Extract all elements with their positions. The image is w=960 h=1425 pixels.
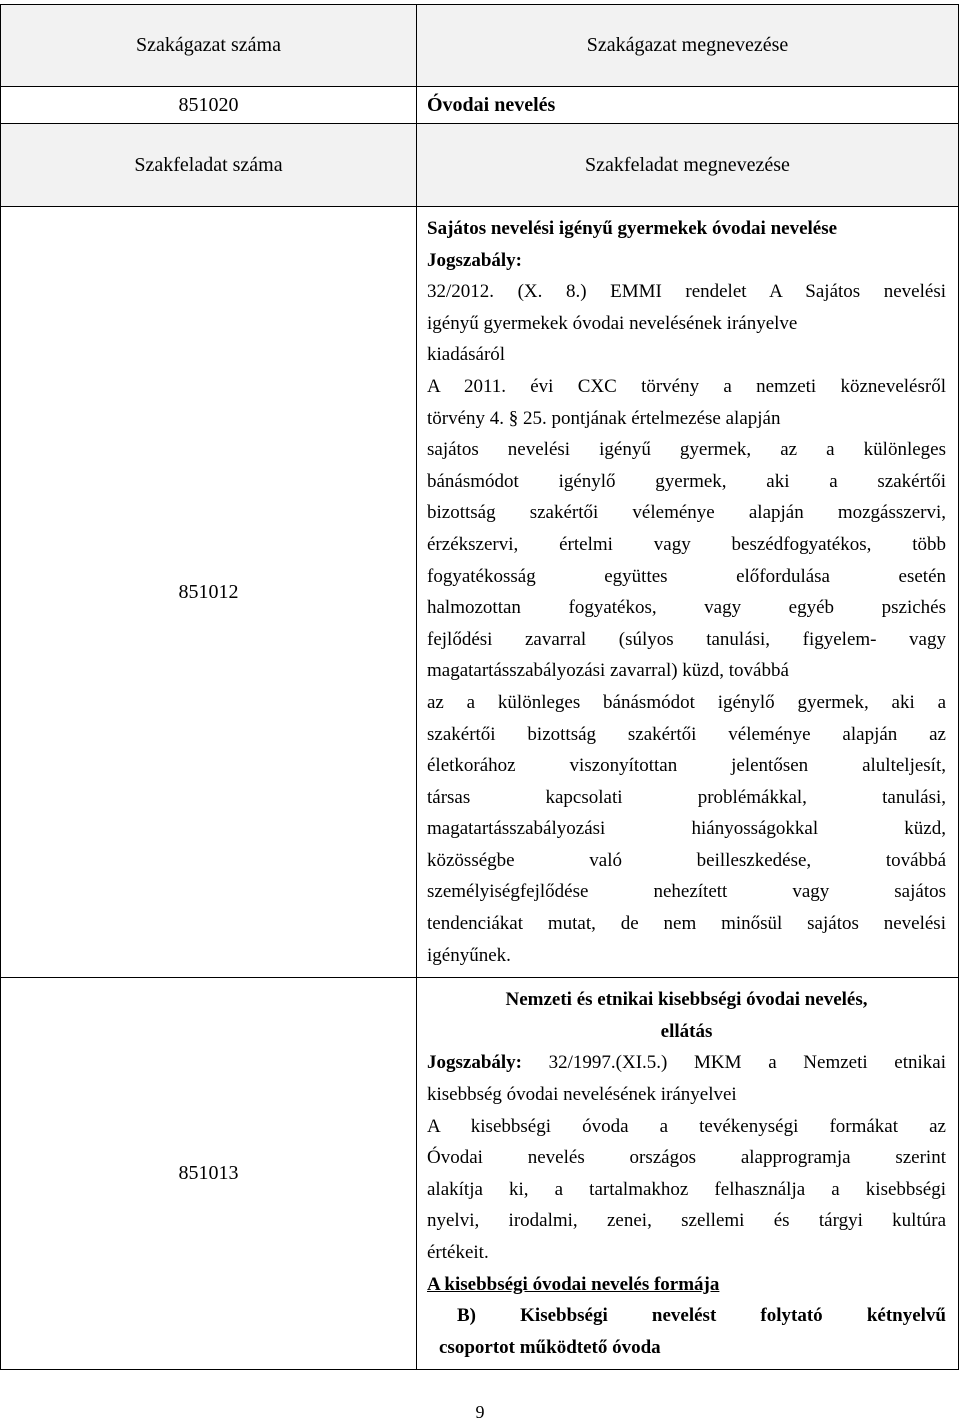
form-heading: A kisebbségi óvodai nevelés formája: [427, 1273, 720, 1295]
text-line: tendenciákat mutat, de nem minősül sajátos nevelési: [427, 913, 946, 935]
task-text: [427, 276, 946, 971]
text-line: alakítja ki, a tartalmakhoz felhasználja a kisebbségi: [427, 1178, 946, 1200]
text-line: halmozottan fogyatékos, vagy egyéb pszichés: [427, 597, 946, 619]
task-text: [427, 1111, 946, 1269]
text-line: igényűnek.: [427, 944, 511, 966]
text-line: nyelvi, irodalmi, zenei, szellemi és tárgyi kultúra: [427, 1210, 946, 1232]
subheader-row: [1, 124, 959, 207]
sector-name: Óvodai nevelés: [417, 87, 959, 124]
table-row: [1, 207, 959, 978]
law-line: [427, 1047, 946, 1079]
law-text: 32/1997.(XI.5.) MKM a Nemzeti etnikai: [522, 1052, 946, 1074]
form-line: B) Kisebbségi nevelést folytató kétnyelvű: [457, 1305, 946, 1327]
sector-code: 851020: [1, 87, 417, 124]
task-title-cont: ellátás: [660, 1020, 713, 1042]
form-line-cont: csoportot működtető óvoda: [439, 1336, 661, 1358]
text-line: életkorához viszonyítottan jelentősen alulteljesít,: [427, 755, 946, 777]
task-description: [417, 207, 959, 978]
text-line: A kisebbségi óvoda a tevékenységi formákat az: [427, 1115, 946, 1137]
text-line: közösségbe való beilleszkedése, továbbá: [427, 849, 946, 871]
page-number: 9: [475, 1402, 485, 1422]
text-line: magatartásszabályozási hiányosságokkal küzd,: [427, 818, 946, 840]
text-line: személyiségfejlődése nehezített vagy sajátos: [427, 881, 946, 903]
activity-table: [0, 4, 959, 1370]
law-line-2: kisebbség óvodai nevelésének irányelvei: [427, 1084, 737, 1106]
header-col1: Szakágazat száma: [1, 5, 417, 87]
sector-row: [1, 87, 959, 124]
subheader-col2: Szakfeladat megnevezése: [417, 124, 959, 207]
text-line: az a különleges bánásmódot igénylő gyermek, aki a: [427, 691, 946, 713]
text-line: értékeit.: [427, 1242, 489, 1263]
text-line: érzékszervi, értelmi vagy beszédfogyatékos, több: [427, 533, 946, 555]
task-code: 851012: [1, 207, 417, 978]
header-row: [1, 5, 959, 87]
task-title: Sajátos nevelési igényű gyermekek óvodai nevelése: [427, 218, 838, 239]
header-col2: Szakágazat megnevezése: [417, 5, 959, 87]
text-line: kiadásáról: [427, 344, 506, 366]
text-line: fejlődési zavarral (súlyos tanulási, figyelem- vagy: [427, 628, 946, 650]
text-line: társas kapcsolati problémákkal, tanulási,: [427, 786, 946, 808]
text-line: A 2011. évi CXC törvény a nemzeti köznevelésről: [427, 375, 946, 397]
subheader-col1: Szakfeladat száma: [1, 124, 417, 207]
text-line: törvény 4. § 25. pontjának értelmezése alapján: [427, 407, 781, 429]
text-line: fogyatékosság együttes előfordulása esetén: [427, 565, 946, 587]
text-line: bánásmódot igénylő gyermek, aki a szakértői: [427, 470, 946, 492]
law-label: Jogszabály:: [427, 1052, 522, 1074]
text-line: magatartásszabályozási zavarral) küzd, továbbá: [427, 660, 789, 682]
text-line: 32/2012. (X. 8.) EMMI rendelet A Sajátos nevelési: [427, 281, 946, 303]
text-line: bizottság szakértői véleménye alapján mozgásszervi,: [427, 502, 946, 524]
text-line: igényű gyermekek óvodai nevelésének irányelve: [427, 312, 798, 334]
task-description: [417, 978, 959, 1370]
task-code: 851013: [1, 978, 417, 1370]
text-line: sajátos nevelési igényű gyermek, az a különleges: [427, 439, 946, 461]
task-title: Nemzeti és etnikai kisebbségi óvodai nevelés,: [505, 989, 868, 1011]
text-line: Óvodai nevelés országos alapprogramja szerint: [427, 1147, 946, 1169]
table-row: [1, 978, 959, 1370]
law-label: Jogszabály:: [427, 249, 522, 271]
text-line: szakértői bizottság szakértői véleménye alapján az: [427, 723, 946, 745]
